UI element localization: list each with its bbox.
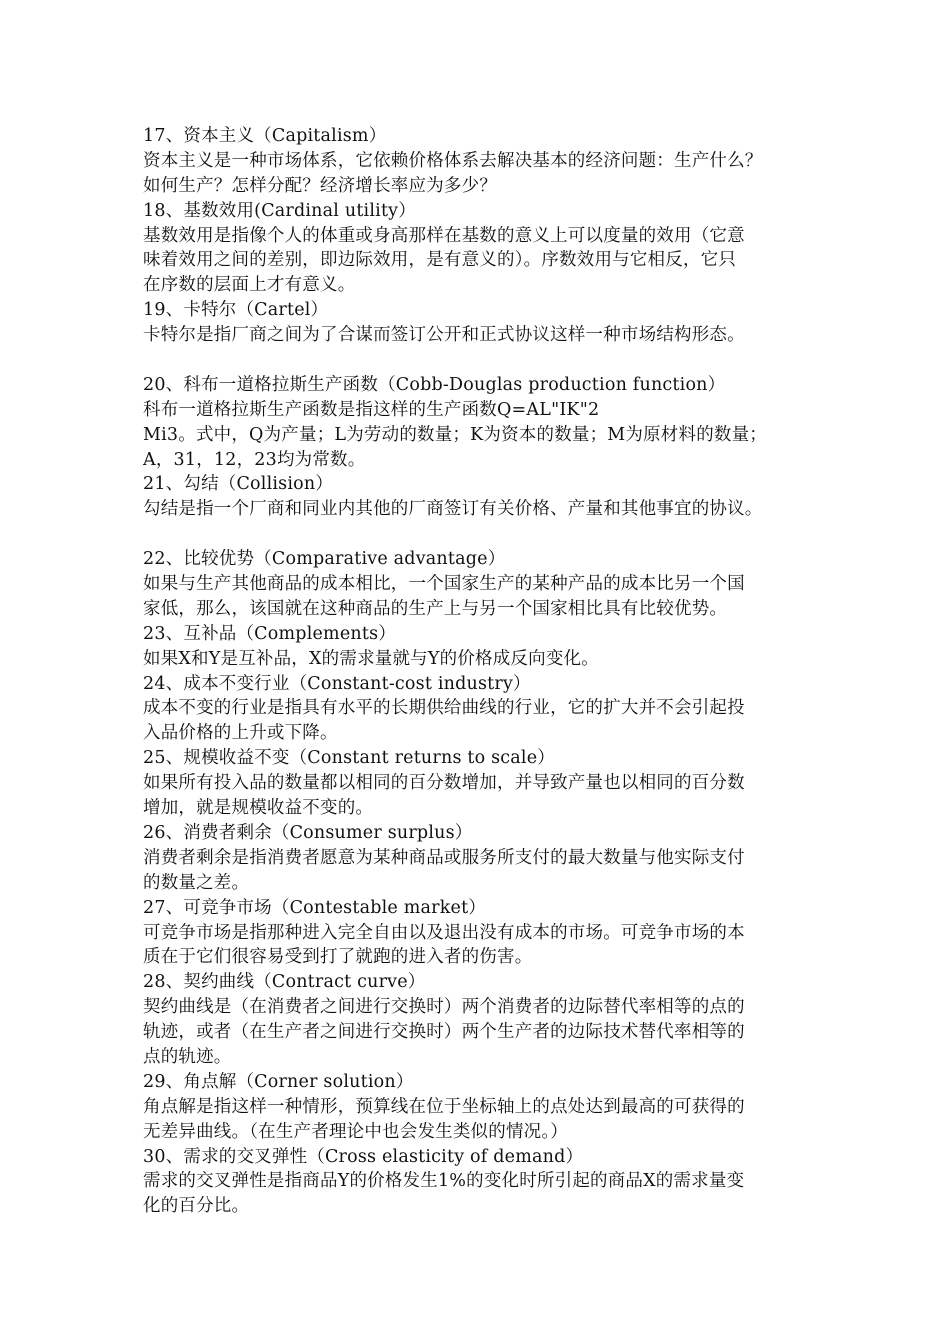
heading-consumer-surplus: 26、消费者剩余（Consumer surplus） — [143, 822, 473, 843]
paragraph-line: 如果所有投入品的数量都以相同的百分数增加，并导致产量也以相同的百分数 — [143, 773, 745, 794]
paragraph-line: 资本主义是一种市场体系，它依赖价格体系去解决基本的经济问题：生产什么？ — [143, 150, 763, 171]
paragraph-line: 质在于它们很容易受到打了就跑的进入者的伤害。 — [143, 947, 533, 968]
paragraph-line: A，31，12，23均为常数。 — [143, 449, 366, 470]
paragraph-line: 契约曲线是（在消费者之间进行交换时）两个消费者的边际替代率相等的点的 — [143, 997, 745, 1018]
paragraph-line: 需求的交叉弹性是指商品Y的价格发生1%的变化时所引起的商品X的需求量变 — [143, 1171, 745, 1192]
paragraph-line: 基数效用是指像个人的体重或身高那样在基数的意义上可以度量的效用（它意 — [143, 225, 745, 246]
heading-contestable-market: 27、可竞争市场（Contestable market） — [143, 897, 487, 918]
paragraph-line: 点的轨迹。 — [143, 1046, 232, 1067]
paragraph-line: 如果与生产其他商品的成本相比，一个国家生产的某种产品的成本比另一个国 — [143, 574, 745, 595]
paragraph-line: 化的百分比。 — [143, 1196, 250, 1217]
paragraph-line: 可竞争市场是指那种进入完全自由以及退出没有成本的市场。可竞争市场的本 — [143, 922, 745, 943]
blank-line — [143, 348, 815, 373]
paragraph-line: 轨迹，或者（在生产者之间进行交换时）两个生产者的边际技术替代率相等的 — [143, 1022, 745, 1043]
heading-corner-solution: 29、角点解（Corner solution） — [143, 1071, 414, 1092]
paragraph-line: 勾结是指一个厂商和同业内其他的厂商签订有关价格、产量和其他事宜的协议。 — [143, 499, 763, 520]
heading-cartel: 19、卡特尔（Cartel） — [143, 300, 329, 321]
paragraph-line: Mi3。式中，Q为产量；L为劳动的数量；K为资本的数量；M为原材料的数量； — [143, 424, 768, 445]
heading-collision: 21、勾结（Collision） — [143, 474, 334, 495]
heading-cobb-douglas: 20、科布一道格拉斯生产函数（Cobb-Douglas production function） — [143, 374, 726, 395]
heading-cardinal-utility: 18、基数效用(Cardinal utility） — [143, 200, 416, 221]
paragraph-line: 家低，那么，该国就在这种商品的生产上与另一个国家相比具有比较优势。 — [143, 598, 728, 619]
paragraph-line: 如何生产？怎样分配？经济增长率应为多少？ — [143, 175, 497, 196]
paragraph-line: 科布一道格拉斯生产函数是指这样的生产函数Q=AL"IK"2 — [143, 399, 600, 420]
heading-cross-elasticity: 30、需求的交叉弹性（Cross elasticity of demand） — [143, 1146, 584, 1167]
paragraph-line: 入品价格的上升或下降。 — [143, 723, 338, 744]
blank-line — [143, 522, 815, 547]
heading-constant-cost-industry: 24、成本不变行业（Constant-cost industry） — [143, 673, 531, 694]
paragraph-line: 如果X和Y是互补品，X的需求量就与Y的价格成反向变化。 — [143, 648, 599, 669]
paragraph-line: 味着效用之间的差别，即边际效用，是有意义的）。序数效用与它相反，它只 — [143, 250, 737, 271]
heading-contract-curve: 28、契约曲线（Contract curve） — [143, 972, 426, 993]
paragraph-line: 卡特尔是指厂商之间为了合谋而签订公开和正式协议这样一种市场结构形态。 — [143, 325, 745, 346]
paragraph-line: 的数量之差。 — [143, 872, 250, 893]
heading-complements: 23、互补品（Complements） — [143, 623, 396, 644]
document-page — [143, 124, 815, 1219]
heading-comparative-advantage: 22、比较优势（Comparative advantage） — [143, 549, 506, 570]
paragraph-line: 成本不变的行业是指具有水平的长期供给曲线的行业，它的扩大并不会引起投 — [143, 698, 745, 719]
heading-capitalism: 17、资本主义（Capitalism） — [143, 126, 387, 146]
heading-constant-returns: 25、规模收益不变（Constant returns to scale） — [143, 748, 555, 769]
paragraph-line: 增加，就是规模收益不变的。 — [143, 798, 374, 819]
paragraph-line: 角点解是指这样一种情形，预算线在位于坐标轴上的点处达到最高的可获得的 — [143, 1096, 745, 1117]
paragraph-line: 消费者剩余是指消费者愿意为某种商品或服务所支付的最大数量与他实际支付 — [143, 847, 745, 868]
paragraph-line: 在序数的层面上才有意义。 — [143, 275, 356, 296]
paragraph-line: 无差异曲线。（在生产者理论中也会发生类似的情况。） — [143, 1121, 568, 1142]
